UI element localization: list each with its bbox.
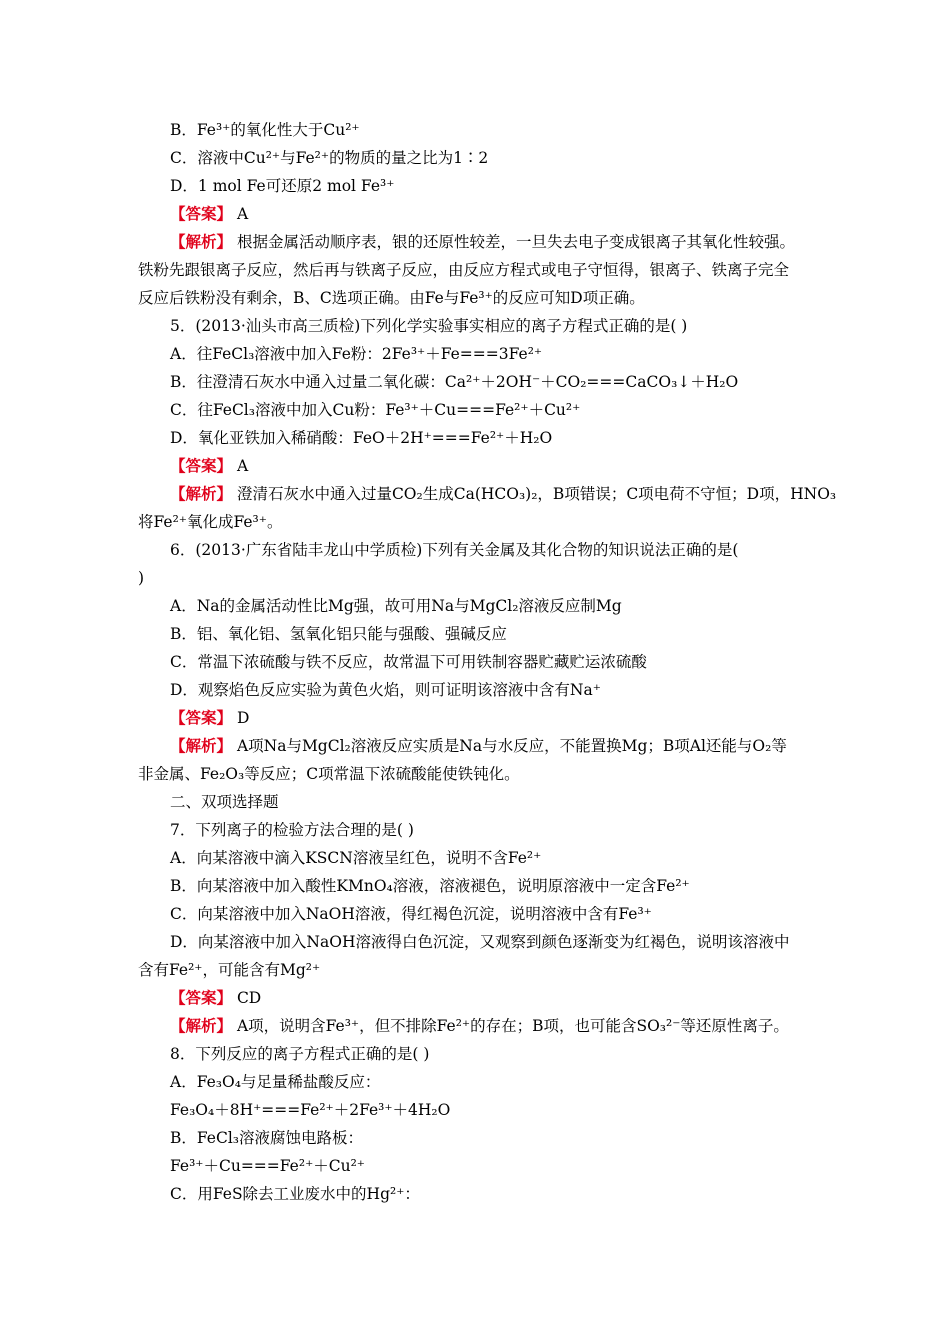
option-d-line: D．1 mol Fe可还原2 mol Fe³⁺ (170, 177, 395, 195)
answer-line: 【答案】 CD (170, 988, 262, 1007)
option-d-line: D．向某溶液中加入NaOH溶液得白色沉淀，又观察到颜色逐渐变为红褐色，说明该溶液中 (170, 933, 790, 951)
question-8-stem: 8．下列反应的离子方程式正确的是( ) (170, 1045, 430, 1063)
analysis-line: 【解析】 A项Na与MgCl₂溶液反应实质是Na与水反应，不能置换Mg；B项Al还能与O₂等 (170, 736, 787, 755)
question-7-stem: 7．下列离子的检验方法合理的是( ) (170, 821, 414, 839)
question-5-stem: 5．(2013·汕头市高三质检)下列化学实验事实相应的离子方程式正确的是( ) (170, 317, 688, 335)
answer-tag: 【答案】 (170, 204, 233, 223)
option-a-line: A．往FeCl₃溶液中加入Fe粉：2Fe³⁺＋Fe===3Fe²⁺ (170, 345, 543, 363)
option-d-continuation: 含有Fe²⁺，可能含有Mg²⁺ (138, 961, 321, 979)
analysis-continuation: 非金属、Fe₂O₃等反应；C项常温下浓硫酸能使铁钝化。 (138, 765, 520, 783)
answer-tag: 【答案】 (170, 988, 233, 1007)
option-d-line: D．观察焰色反应实验为黄色火焰，则可证明该溶液中含有Na⁺ (170, 681, 601, 699)
option-a-line: A．Na的金属活动性比Mg强，故可用Na与MgCl₂溶液反应制Mg (170, 597, 622, 615)
option-b-line: B．往澄清石灰水中通入过量二氧化碳：Ca²⁺＋2OH⁻＋CO₂===CaCO₃↓＋H₂O (170, 373, 739, 391)
option-c-line: C．用FeS除去工业废水中的Hg²⁺： (170, 1185, 420, 1203)
analysis-line: 【解析】 A项，说明含Fe³⁺，但不排除Fe²⁺的存在；B项，也可能含SO₃²⁻等还原性离子。 (170, 1016, 789, 1035)
option-c-line: C．往FeCl₃溶液中加入Cu粉：Fe³⁺＋Cu===Fe²⁺＋Cu²⁺ (170, 401, 581, 419)
analysis-continuation: 反应后铁粉没有剩余，B、C选项正确。由Fe与Fe³⁺的反应可知D项正确。 (138, 289, 645, 307)
equation-line: Fe³⁺＋Cu===Fe²⁺＋Cu²⁺ (170, 1157, 365, 1175)
option-b-line: B．Fe³⁺的氧化性大于Cu²⁺ (170, 121, 360, 139)
answer-line: 【答案】 A (170, 204, 249, 223)
equation-line: Fe₃O₄＋8H⁺===Fe²⁺＋2Fe³⁺＋4H₂O (170, 1101, 451, 1119)
option-c-line: C．溶液中Cu²⁺与Fe²⁺的物质的量之比为1∶2 (170, 149, 489, 167)
option-b-line: B．FeCl₃溶液腐蚀电路板： (170, 1129, 364, 1147)
analysis-tag: 【解析】 (170, 1016, 233, 1035)
option-c-line: C．向某溶液中加入NaOH溶液，得红褐色沉淀，说明溶液中含有Fe³⁺ (170, 905, 652, 923)
analysis-tag: 【解析】 (170, 484, 233, 503)
option-a-line: A．向某溶液中滴入KSCN溶液呈红色，说明不含Fe²⁺ (170, 849, 542, 867)
option-d-line: D．氧化亚铁加入稀硝酸：FeO＋2H⁺===Fe²⁺＋H₂O (170, 429, 553, 447)
question-6-stem-continuation: ) (138, 569, 145, 587)
answer-line: 【答案】 D (170, 708, 250, 727)
answer-tag: 【答案】 (170, 708, 233, 727)
option-b-line: B．向某溶液中加入酸性KMnO₄溶液，溶液褪色，说明原溶液中一定含Fe²⁺ (170, 877, 690, 895)
section-heading: 二、双项选择题 (170, 793, 279, 811)
option-c-line: C．常温下浓硫酸与铁不反应，故常温下可用铁制容器贮藏贮运浓硫酸 (170, 653, 647, 671)
answer-tag: 【答案】 (170, 456, 233, 475)
analysis-continuation: 将Fe²⁺氧化成Fe³⁺。 (138, 513, 283, 531)
analysis-line: 【解析】 根据金属活动顺序表，银的还原性较差，一旦失去电子变成银离子其氧化性较强。 (170, 232, 795, 251)
analysis-tag: 【解析】 (170, 232, 233, 251)
analysis-line: 【解析】 澄清石灰水中通入过量CO₂生成Ca(HCO₃)₂，B项错误；C项电荷不守恒；D项，HNO₃ (170, 484, 837, 503)
question-6-stem: 6．(2013·广东省陆丰龙山中学质检)下列有关金属及其化合物的知识说法正确的是( (170, 541, 739, 559)
analysis-continuation: 铁粉先跟银离子反应，然后再与铁离子反应，由反应方程式或电子守恒得，银离子、铁离子完全 (138, 261, 790, 279)
option-a-line: A．Fe₃O₄与足量稀盐酸反应： (170, 1073, 381, 1091)
analysis-tag: 【解析】 (170, 736, 233, 755)
answer-line: 【答案】 A (170, 456, 249, 475)
option-b-line: B．铝、氧化铝、氢氧化铝只能与强酸、强碱反应 (170, 625, 507, 643)
